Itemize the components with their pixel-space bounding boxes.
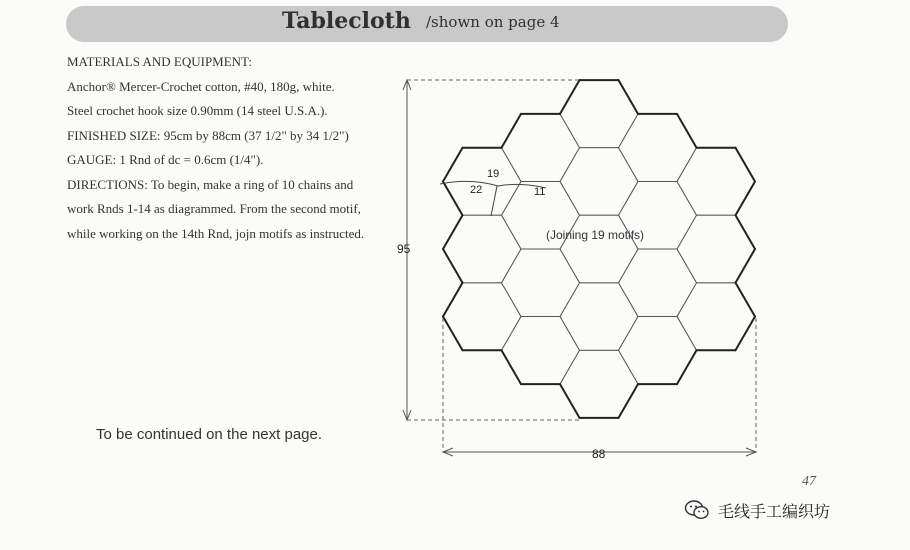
hexagon-motif [619,317,697,385]
motif-dim-c-label: 11 [534,186,546,198]
joining-label: (Joining 19 motifs) [546,228,645,242]
hexagon-motif [443,283,521,351]
hexagon-motif [502,317,580,385]
outline-edge [736,317,756,351]
motif-dim-a-label: 19 [487,168,500,180]
outline-edge [736,283,756,317]
outline-edge [443,182,463,216]
width-label: 88 [592,447,606,461]
hook-text: Steel crochet hook size 0.90mm (14 steel U.S.A.). [67,103,328,118]
hexagon-motif [560,350,638,418]
outline-edge [619,80,639,114]
hexagon-motif [502,249,580,317]
hexagon-motif [677,283,755,351]
outline-edge [736,148,756,182]
outline-edge [736,249,756,283]
gauge-text: GAUGE: 1 Rnd of dc = 0.6cm (1/4"). [67,152,264,167]
hexagon-motif [502,114,580,182]
hexagon-motif [443,215,521,283]
directions-text: DIRECTIONS: To begin, make a ring of 10 chains and work Rnds 1-14 as diagrammed. From the second motif, while working on the 14th Rnd, jojn motifs as instructed. [67,176,365,241]
hexagon-motif [560,215,638,283]
outline-edge [736,182,756,216]
hexagon-motif [560,80,638,148]
motif-arc-line [440,181,546,188]
outline-edge [677,114,697,148]
outline-edge [443,283,463,317]
motif-dim-b-label: 22 [470,184,483,196]
page-title: Tablecloth [282,8,411,34]
continued-note: To be continued on the next page. [96,426,323,443]
page-number: 47 [802,474,816,489]
outline-edge [502,114,522,148]
page-subtitle: /shown on page 4 [426,13,560,31]
materials-heading: MATERIALS AND EQUIPMENT: [67,54,252,69]
outline-edge [677,350,697,384]
yarn-text: Anchor® Mercer-Crochet cotton, #40, 180g, white. [67,78,335,94]
hexagon-motif [560,148,638,216]
wechat-icon [684,499,710,521]
outline-edge [443,148,463,182]
hexagon-motif [619,249,697,317]
tablecloth-outline [443,80,755,418]
outline-edge [443,215,463,249]
motif-hexagons [443,80,755,418]
hexagon-motif [619,114,697,182]
outline-edge [443,317,463,351]
outline-edge [502,350,522,384]
height-label: 95 [397,242,411,256]
watermark-text: 毛线手工编织坊 [718,501,831,521]
hexagon-motif [677,215,755,283]
outline-edge [619,384,639,418]
hexagon-motif [677,148,755,216]
outline-edge [443,249,463,283]
outline-edge [560,384,580,418]
motif-radius-line [491,186,497,216]
watermark [684,498,830,522]
hexagon-motif [560,283,638,351]
finished-size-text: FINISHED SIZE: 95cm by 88cm (37 1/2" by 34 1/2") [67,127,349,143]
outline-edge [560,80,580,114]
outline-edge [736,215,756,249]
